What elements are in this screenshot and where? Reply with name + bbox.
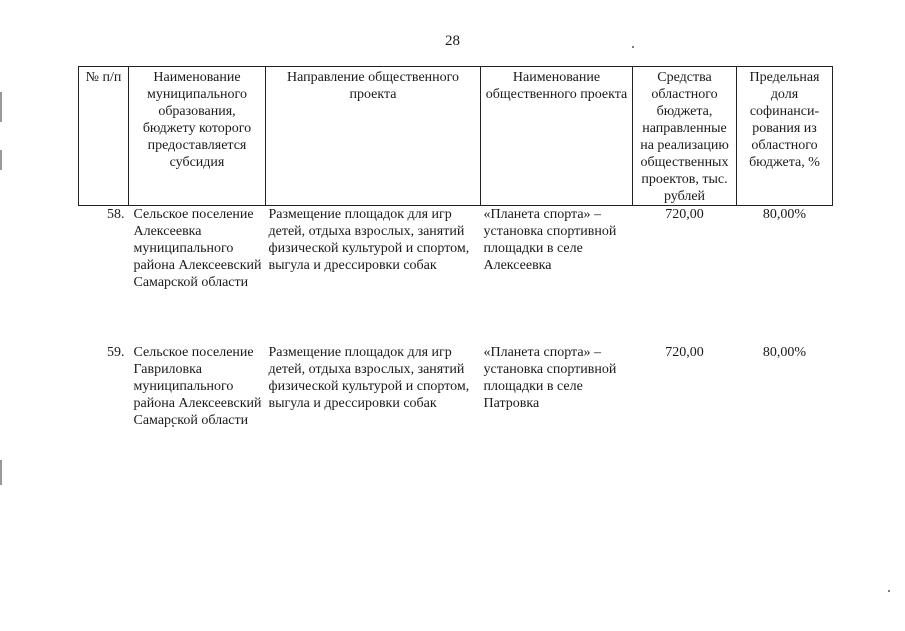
municipality-cell: Сельское поселение Алексеевка муниципального района Алексеевский Самарской области: [133, 207, 262, 290]
row-number: 59.: [107, 345, 125, 360]
header-amount: Средства областного бюджета, направленные на реализацию общественных проектов, тыс. рублей: [633, 67, 737, 206]
direction-cell: Размещение площадок для игр детей, отдыха взрослых, занятий физической культурой и спортом, выгула и дрессировки собак: [268, 345, 470, 411]
table-header-row: [79, 67, 833, 206]
header-num: № п/п: [79, 67, 129, 206]
row-number: 58.: [107, 207, 125, 222]
header-project: Наименование общественного проекта: [481, 67, 633, 206]
scan-edge-mark: [0, 92, 2, 122]
subsidy-table: [78, 66, 833, 429]
amount-cell: 720,00: [665, 345, 704, 360]
direction-cell: Размещение площадок для игр детей, отдыха взрослых, занятий физической культурой и спортом, выгула и дрессировки собак: [268, 207, 470, 273]
project-cell: «Планета спорта» – установка спортивной площадки в селе Алексеевка: [483, 207, 617, 273]
table-row: [79, 206, 833, 343]
table-row: [79, 342, 833, 429]
project-cell: «Планета спорта» – установка спортивной площадки в селе Патровка: [483, 345, 617, 411]
municipality-cell: Сельское поселение Гавриловка муниципального района Алексеевский Самарской области: [133, 345, 262, 428]
scan-edge-mark: [0, 460, 2, 485]
scan-edge-mark: [0, 150, 2, 170]
header-share: Предельная доля софинанси-рования из областного бюджета, %: [737, 67, 833, 206]
header-municipality: Наименование муниципального образования, бюджету которого предоставляется субсидия: [129, 67, 266, 206]
header-direction: Направление общественного проекта: [266, 67, 481, 206]
share-cell: 80,00%: [762, 345, 807, 360]
amount-cell: 720,00: [665, 207, 704, 222]
share-cell: 80,00%: [762, 207, 807, 222]
scan-speck: [888, 590, 890, 592]
page-number: 28: [445, 33, 460, 49]
